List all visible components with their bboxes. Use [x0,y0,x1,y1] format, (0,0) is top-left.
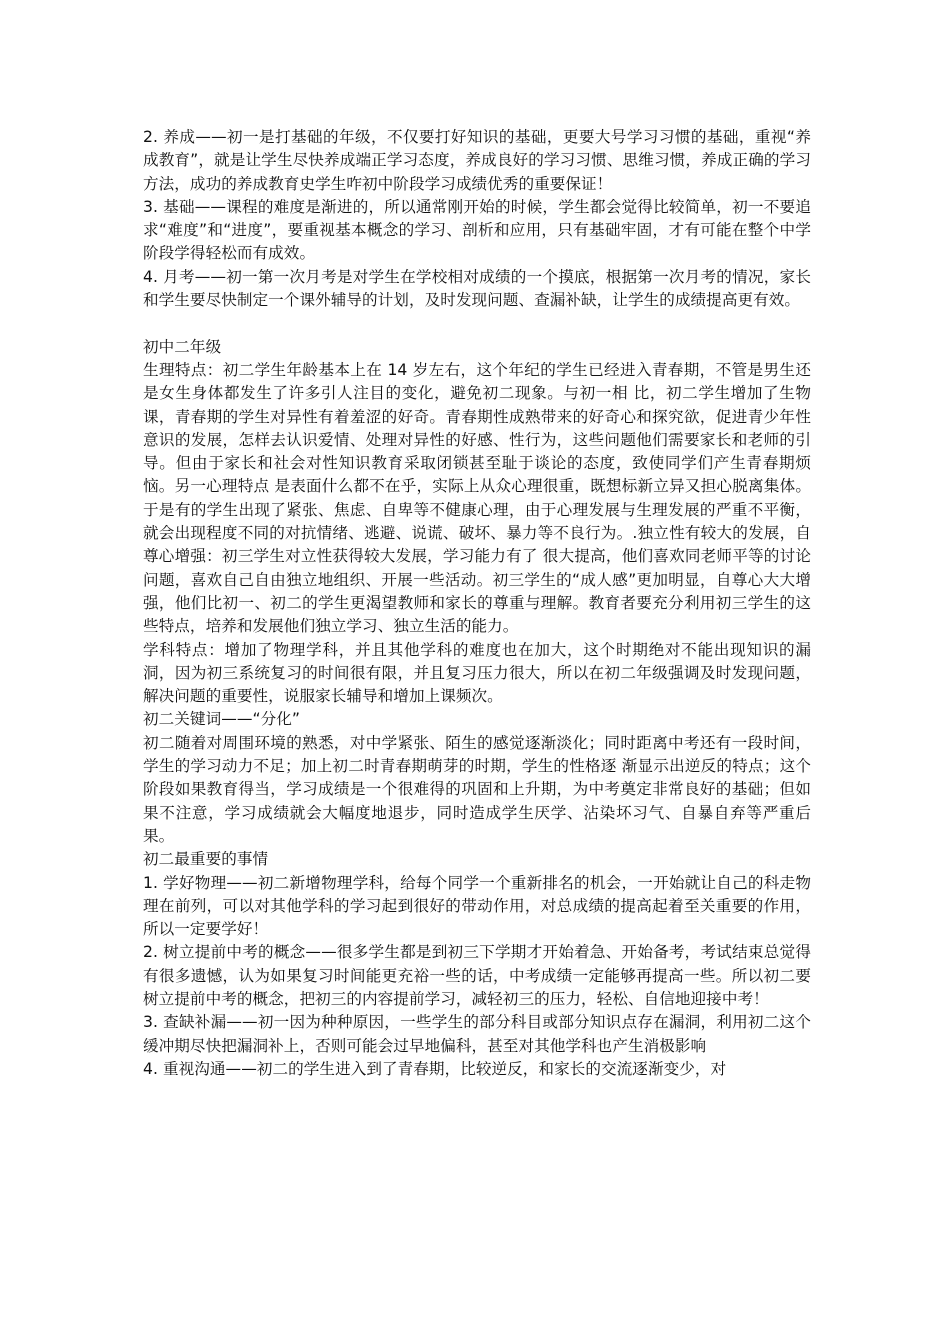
document-body [143,126,811,1081]
heading-grade-two-keyword: 初二关键词——“分化” [143,710,301,729]
blank-line [143,312,811,335]
paragraph-habit-formation: 2. 养成——初一是打基础的年级，不仅要打好知识的基础，更要大号学习习惯的基础，重视“养成教育”，就是让学生尽快养成端正学习态度，养成良好的学习习惯、思维习惯，养成正确的学习方法，成功的养成教育史学生咋初中阶段学习成绩优秀的重要保证！ [143,128,811,193]
list-item-learn-physics: 1. 学好物理——初二新增物理学科，给每个同学一个重新排名的机会，一开始就让自己的科走物理在前列，可以对其他学科的学习起到很好的带动作用，对总成绩的提高起着至关重要的作用，所以一定要学好！ [143,873,811,939]
paragraph-physiological-traits: 生理特点：初二学生年龄基本上在 14 岁左右，这个年纪的学生已经进入青春期，不管是男生还是女生身体都发生了许多引人注目的变化，避免初二现象。与初一相 比，初二学生增加了生物课，青春期的学生对异性有着羞涩的好奇。青春期性成熟带来的好奇心和探究欲，促进青少年性意识的发展，怎样去认识爱情、处理对异性的好感、性行为，这些问题他们需要家长和老师的引导。但由于家长和社会对性知识教育采取闭锁甚至耻于谈论的态度，致使同学们产生青春期烦恼。另一心理特点 是表面什么都不在乎，实际上从众心理很重，既想标新立异又担心脱离集体。于是有的学生出现了紧张、焦虑、自卑等不健康心理，由于心理发展与生理发展的严重不平衡，就会出现程度不同的对抗情绪、逃避、说谎、破坏、暴力等不良行为。.独立性有较大的发展，自尊心增强：初三学生对立性获得较大发展，学习能力有了 很大提高，他们喜欢同老师平等的讨论问题，喜欢自己自由独立地组织、开展一些活动。初三学生的“成人感”更加明显，自尊心大大增强，他们比初一、初二的学生更渴望教师和家长的尊重与理解。教育者要充分利用初三学生的这些特点，培养和发展他们独立学习、独立生活的能力。 [143,360,811,636]
list-item-fill-gaps: 3. 查缺补漏——初一因为种种原因，一些学生的部分科目或部分知识点存在漏洞，利用初二这个缓冲期尽快把漏洞补上，否则可能会过早地偏科，甚至对其他学科也产生消极影响 [143,1013,811,1055]
section-heading-grade-two: 初中二年级 [143,337,222,356]
list-item-early-exam-concept: 2. 树立提前中考的概念——很多学生都是到初三下学期才开始着急、开始备考，考试结束总觉得有很多遗憾，认为如果复习时间能更充裕一些的话，中考成绩一定能够再提高一些。所以初二要树立提前中考的概念，把初三的内容提前学习，减轻初三的压力，轻松、自信地迎接中考！ [143,943,811,1008]
list-item-communication: 4. 重视沟通——初二的学生进入到了青春期，比较逆反，和家长的交流逐渐变少，对 [143,1059,727,1078]
paragraph-differentiation: 初二随着对周围环境的熟悉，对中学紧张、陌生的感觉逐渐淡化；同时距离中考还有一段时间，学生的学习动力不足；加上初二时青春期萌芽的时期，学生的性格逐 渐显示出逆反的特点；这个阶段如果教育得当，学习成绩是一个很难得的巩固和上升期，为中考奠定非常良好的基础；但如果不注意，学习成绩就会大幅度地退步，同时造成学生厌学、沾染坏习气、自暴自弃等严重后果。 [143,733,811,845]
paragraph-foundation: 3. 基础——课程的难度是渐进的，所以通常刚开始的时候，学生都会觉得比较简单，初一不要追求“难度”和“进度”，要重视基本概念的学习、剖析和应用，只有基础牢固，才有可能在整个中学阶段学得轻松而有成效。 [143,197,811,263]
heading-most-important-things: 初二最重要的事情 [143,850,269,869]
paragraph-monthly-exam: 4. 月考——初一第一次月考是对学生在学校相对成绩的一个摸底，根据第一次月考的情况，家长和学生要尽快制定一个课外辅导的计划，及时发现问题、查漏补缺，让学生的成绩提高更有效。 [143,267,811,310]
paragraph-subject-traits: 学科特点：增加了物理学科，并且其他学科的难度也在加大，这个时期绝对不能出现知识的漏洞，因为初三系统复习的时间很有限，并且复习压力很大，所以在初二年级强调及时发现问题，解决问题的重要性，说服家长辅导和增加上课频次。 [143,640,811,706]
